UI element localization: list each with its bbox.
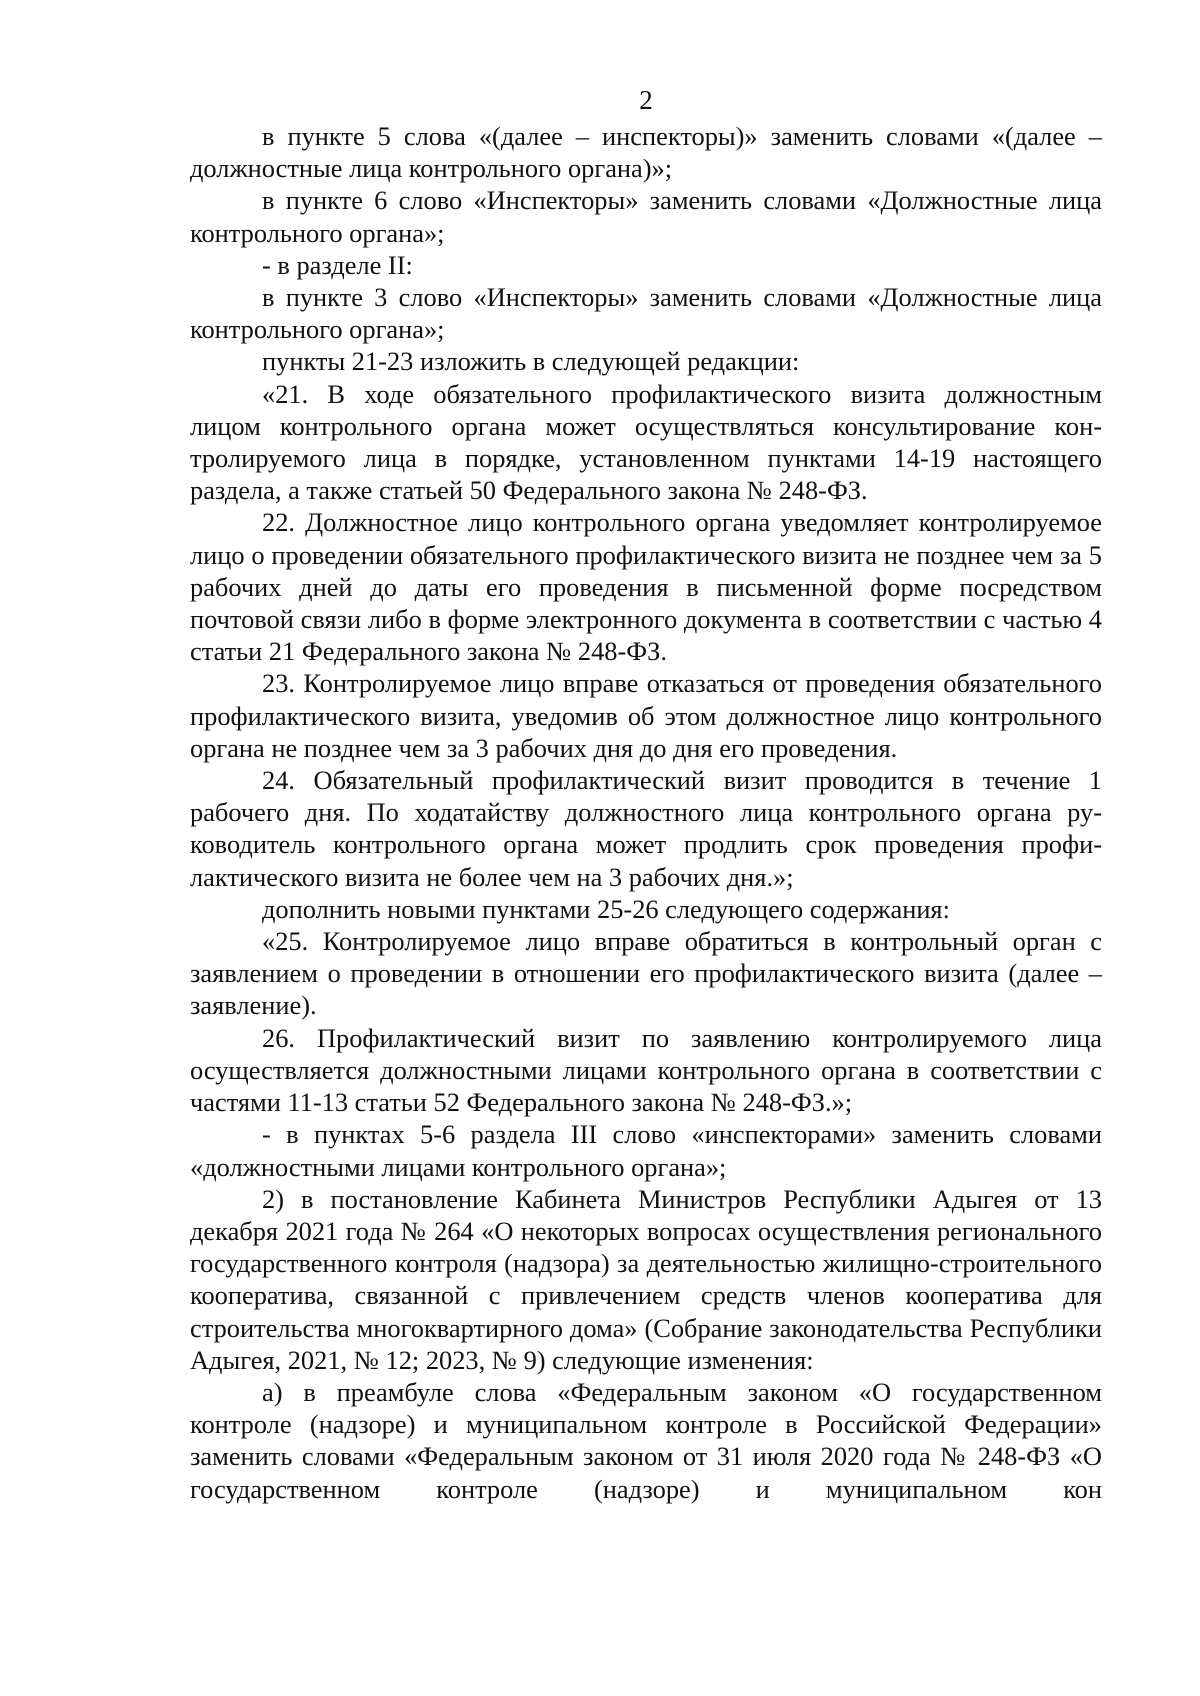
paragraph-amend-point-3: в пункте 3 слово «Инспекторы» заменить словами «Должностные лица контрольного органа»; — [190, 282, 1102, 345]
paragraph-amend-point-6: в пункте 6 слово «Инспекторы» заменить словами «Должностные лица контрольного органа»; — [190, 185, 1102, 248]
paragraph-points-25-26-intro: дополнить новыми пунктами 25-26 следующего содержания: — [262, 893, 950, 924]
paragraph-point-24: 24. Обязательный профилактический визит проводится в течение 1 рабочего дня. По ходатайству должностного лица контрольного органа руководитель контрольного органа может продлить срок проведения профилактического визита не более чем на 3 рабочих дня.»; — [190, 765, 1102, 892]
paragraph-amend-point-5: в пункте 5 слова «(далее – инспекторы)» заменить словами «(далее – должностные лица контрольного органа)»; — [190, 121, 1102, 184]
paragraph-resolution-264-amend: 2) в постановление Кабинета Министров Республики Адыгея от 13 декабря 2021 года № 264 «О некоторых вопросах осуществления регионального государственного контроля (надзора) за деятельностью жилищно-строительного кооператива, связанной с привлечением средств членов кооператива для строительства многоквартирного дома» (Собрание законодательства Республики Адыгея, 2021, № 12; 2023, № 9) следующие изменения: — [190, 1183, 1102, 1375]
paragraph-point-25: «25. Контролируемое лицо вправе обратиться в контрольный орган с заявлением о проведении в отношении его профилактического визита (далее – заявление). — [190, 926, 1102, 1021]
document-page — [190, 84, 1102, 1505]
page-number: 2 — [639, 85, 653, 115]
paragraph-point-23: 23. Контролируемое лицо вправе отказаться от проведения обязательного профилактического визита, уведомив об этом должностное лицо контрольного органа не позднее чем за 3 рабочих дня до дня его проведения. — [190, 668, 1102, 763]
paragraph-point-26: 26. Профилактический визит по заявлению контролируемого лица осуществляется должностными лицами контрольного органа в соответствии с частями 11-13 статьи 52 Федерального закона № 248-ФЗ.»; — [190, 1022, 1102, 1118]
paragraph-points-21-23-intro: пункты 21-23 изложить в следующей редакции: — [262, 346, 800, 377]
paragraph-preamble-amend: а) в преамбуле слова «Федеральным законом «О государственном контроле (надзоре) и муниципальном контроле в Российской Федерации» заменить словами «Федеральным законом от 31 июля 2020 года № 248-ФЗ «О государственном контроле (надзоре) и муниципальном кон — [190, 1376, 1102, 1504]
paragraph-point-22: 22. Должностное лицо контрольного органа уведомляет контролируемое лицо о проведении обязательного профилактического визита не позднее чем за 5 рабочих дней до даты его проведения в письменной форме посредством почтовой связи либо в форме электронного документа в соответствии с частью 4 статьи 21 Федерального закона № 248-ФЗ. — [190, 507, 1102, 667]
paragraph-section-3-amend: - в пунктах 5-6 раздела III слово «инспекторами» заменить словами «должностными лицами контрольного органа»; — [190, 1119, 1102, 1182]
paragraph-section-2-heading: - в разделе II: — [262, 249, 413, 280]
paragraph-point-21: «21. В ходе обязательного профилактического визита должностным лицом контрольного органа может осуществляться консультирование контролируемого лица в порядке, установленном пунктами 14-19 настоящего раздела, а также статьей 50 Федерального закона № 248-ФЗ. — [190, 378, 1102, 506]
